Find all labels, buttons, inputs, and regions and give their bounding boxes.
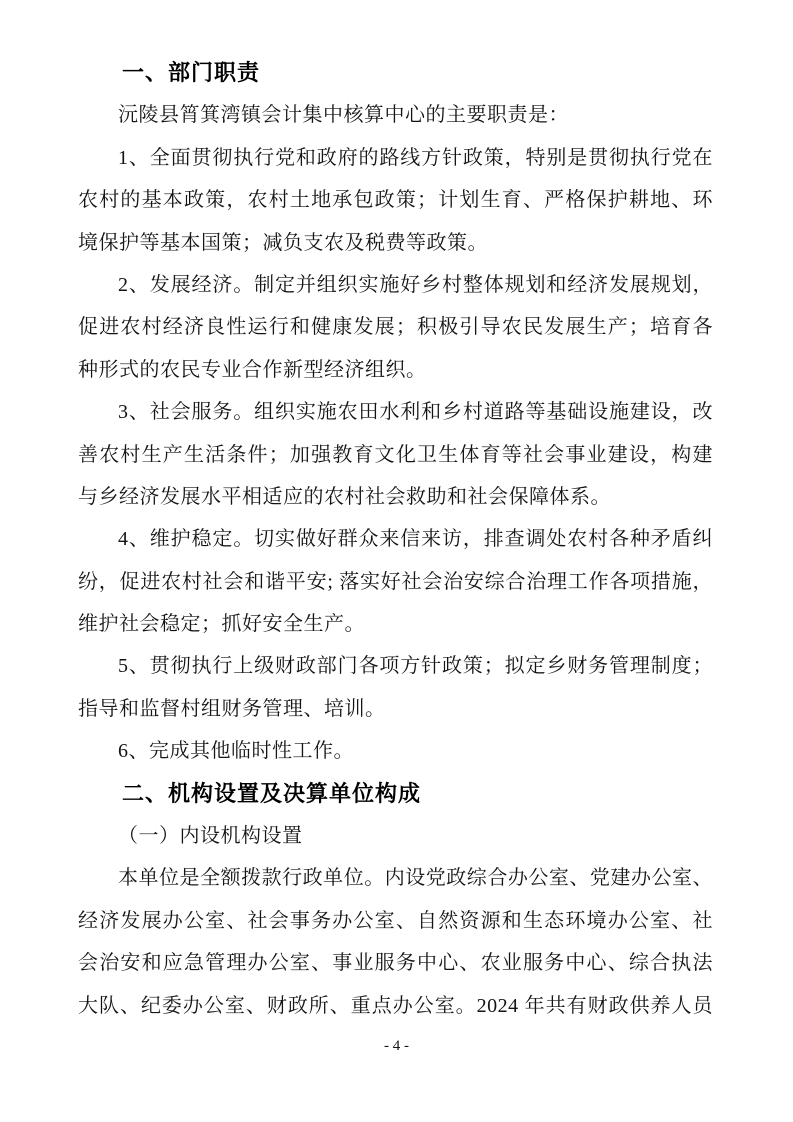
text-line: 1、全面贯彻执行党和政府的路线方针政策，特别是贯彻执行党在 — [118, 146, 713, 169]
document-content — [78, 52, 713, 1027]
text-line: 与乡经济发展水平相适应的农村社会救助和社会保障体系。 — [78, 485, 611, 508]
text-line: 本单位是全额拨款行政单位。内设党政综合办公室、党建办公室、 — [118, 867, 713, 890]
text-line: 3、社会服务。组织实施农田水利和乡村道路等基础设施建设，改 — [118, 401, 713, 424]
page-number: - 4 - — [384, 1038, 409, 1054]
text-line: 指导和监督村组财务管理、培训。 — [78, 697, 386, 720]
text-line: （一）内设机构设置 — [118, 825, 303, 848]
section-heading: 二、机构设置及决算单位构成 — [122, 780, 422, 806]
text-line: 农村的基本政策，农村土地承包政策；计划生育、严格保护耕地、环 — [78, 189, 713, 212]
text-line: 大队、纪委办公室、财政所、重点办公室。2024 年共有财政供养人员 — [78, 994, 713, 1017]
text-line: 沅陵县筲箕湾镇会计集中核算中心的主要职责是： — [118, 104, 569, 127]
text-line: 5、贯彻执行上级财政部门各项方针政策；拟定乡财务管理制度； — [118, 655, 713, 678]
text-line: 会治安和应急管理办公室、事业服务中心、农业服务中心、综合执法 — [78, 952, 713, 975]
text-line: 种形式的农民专业合作新型经济组织。 — [78, 358, 427, 381]
text-line: 经济发展办公室、社会事务办公室、自然资源和生态环境办公室、社 — [78, 909, 713, 932]
text-line: 境保护等基本国策；减负支农及税费等政策。 — [78, 231, 488, 254]
text-line: 2、发展经济。制定并组织实施好乡村整体规划和经济发展规划， — [118, 273, 713, 296]
text-line: 善农村生产生活条件；加强教育文化卫生体育等社会事业建设，构建 — [78, 443, 713, 466]
text-line: 促进农村经济良性运行和健康发展；积极引导农民发展生产；培育各 — [78, 316, 713, 339]
text-line: 4、维护稳定。切实做好群众来信来访，排查调处农村各种矛盾纠 — [118, 528, 713, 551]
text-line: 6、完成其他临时性工作。 — [118, 740, 354, 763]
section-heading: 一、部门职责 — [122, 60, 261, 85]
text-line: 维护社会稳定；抓好安全生产。 — [78, 613, 365, 636]
text-line: 纷，促进农村社会和谐平安; 落实好社会治安综合治理工作各项措施， — [78, 570, 713, 593]
